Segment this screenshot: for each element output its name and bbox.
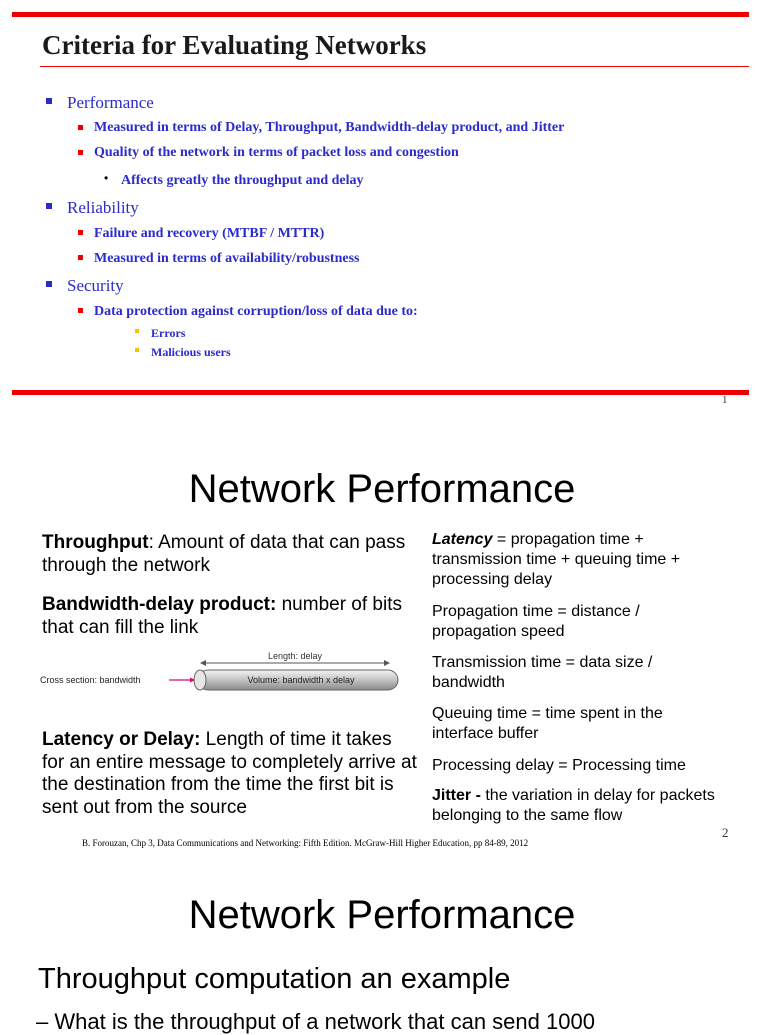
latency-text: Length of time it takes for an entire message to completely arrive at the destination from the time the first bit is sent out from the source — [42, 729, 417, 818]
square-bullet-icon — [46, 98, 52, 104]
security-subitem-malicious: Malicious users — [151, 345, 231, 359]
performance-subitem: Affects greatly the throughput and delay — [121, 173, 364, 188]
square-bullet-icon — [78, 125, 83, 130]
page-number: 2 — [722, 825, 729, 840]
jitter-definition — [432, 786, 732, 826]
square-bullet-icon — [78, 230, 83, 235]
square-bullet-icon — [78, 308, 83, 313]
bottom-red-rule — [12, 390, 749, 395]
throughput-term: Throughput — [42, 532, 149, 553]
queuing-formula: Queuing time = time spent in the interface buffer — [432, 705, 663, 742]
throughput-definition — [42, 531, 412, 577]
top-red-rule — [12, 12, 749, 17]
slide-1-title: Criteria for Evaluating Networks — [42, 30, 427, 60]
title-underline — [40, 66, 749, 67]
propagation-formula: Propagation time = distance / propagation speed — [432, 603, 640, 640]
latency-term: Latency or Delay: — [42, 729, 201, 750]
square-bullet-icon — [135, 329, 139, 333]
bdp-text: number of bits that can fill the link — [42, 594, 402, 638]
performance-item-1: Measured in terms of Delay, Throughput, Bandwidth-delay product, and Jitter — [94, 120, 565, 135]
security-subitem-errors: Errors — [151, 326, 186, 340]
page-number: 1 — [722, 394, 728, 406]
square-bullet-icon — [135, 348, 139, 352]
latency-formula-text: = propagation time + transmission time + queuing time + processing delay — [432, 531, 681, 588]
transmission-formula: Transmission time = data size / bandwidth — [432, 654, 653, 691]
processing-formula: Processing delay = Processing time — [432, 757, 686, 774]
security-heading: Security — [67, 276, 124, 295]
arrow-left-icon — [200, 660, 206, 666]
reliability-item-1: Failure and recovery (MTBF / MTTR) — [94, 226, 325, 241]
jitter-term: Jitter - — [432, 787, 481, 804]
cross-section-label: Cross section: bandwidth — [40, 675, 141, 685]
slide-3-question — [36, 1009, 595, 1035]
length-label: Length: delay — [267, 651, 323, 661]
slide-3-title: Network Performance — [188, 893, 576, 937]
latency-definition — [42, 729, 417, 819]
question-text: What is the throughput of a network that can send 1000 — [54, 1009, 595, 1034]
dash-bullet-icon: – — [36, 1009, 55, 1034]
jitter-text: the variation in delay for packets belonging to the same flow — [432, 787, 715, 824]
square-bullet-icon — [46, 281, 52, 287]
latency-formula-term: Latency — [432, 531, 493, 548]
bandwidth-delay-diagram — [38, 646, 406, 700]
latency-formula — [432, 530, 732, 590]
square-bullet-icon — [78, 255, 83, 260]
reliability-heading: Reliability — [67, 198, 139, 217]
bdp-definition — [42, 593, 412, 639]
pipe-end — [194, 670, 206, 690]
throughput-text: : Amount of data that can pass through the network — [42, 532, 406, 576]
slide-3-subtitle: Throughput computation an example — [38, 963, 511, 995]
square-bullet-icon — [46, 203, 52, 209]
arrow-right-icon — [384, 660, 390, 666]
performance-item-2: Quality of the network in terms of packet loss and congestion — [94, 145, 459, 160]
slide-2-title: Network Performance — [188, 467, 576, 511]
square-bullet-icon — [78, 150, 83, 155]
dot-bullet-icon: • — [104, 171, 109, 185]
reliability-item-2: Measured in terms of availability/robustness — [94, 251, 360, 266]
reference-citation: B. Forouzan, Chp 3, Data Communications and Networking: Fifth Edition. McGraw-Hill Higher Education, pp 84-89, 2012 — [82, 838, 529, 848]
performance-heading: Performance — [67, 93, 154, 112]
bdp-term: Bandwidth-delay product: — [42, 594, 277, 615]
security-item: Data protection against corruption/loss of data due to: — [94, 304, 418, 319]
volume-label: Volume: bandwidth x delay — [247, 675, 355, 685]
